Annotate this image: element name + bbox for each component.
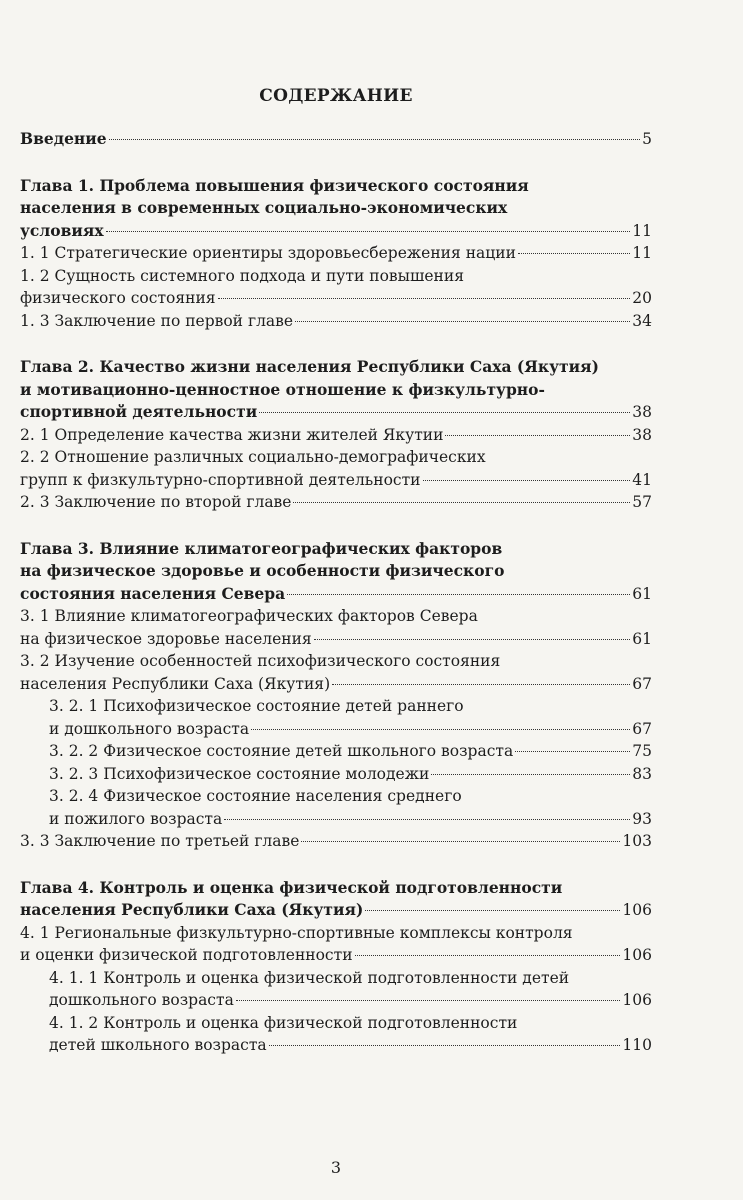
toc-entry-row bbox=[20, 128, 652, 151]
toc-page-ref: 106 bbox=[622, 946, 652, 964]
toc-page-ref: 75 bbox=[632, 742, 652, 760]
toc-dot-leader bbox=[218, 298, 631, 299]
toc-dot-leader bbox=[236, 1000, 621, 1001]
toc-chapter-entry bbox=[20, 175, 652, 243]
toc-page-ref: 57 bbox=[632, 493, 652, 511]
toc-entry-text: 3. 1 Влияние климатогеографических факторов Севера bbox=[20, 607, 478, 625]
toc-chapter-entry bbox=[20, 128, 652, 151]
toc-page-ref: 20 bbox=[632, 289, 652, 307]
toc-entry-text: 4. 1. 1 Контроль и оценка физической подготовленности детей bbox=[49, 968, 570, 987]
toc-entry-text: дошкольного возраста bbox=[49, 991, 234, 1009]
toc-entry-text: физического состояния bbox=[20, 289, 216, 307]
toc-entry-text: 4. 1 Региональные физкультурно-спортивные комплексы контроля bbox=[20, 923, 573, 942]
toc-entry-row bbox=[49, 740, 652, 763]
toc-page-ref: 83 bbox=[632, 764, 652, 783]
toc-entry-text: населения Республики Саха (Якутия) bbox=[20, 674, 331, 693]
toc-title: СОДЕРЖАНИЕ bbox=[259, 86, 413, 106]
toc-entry-row bbox=[20, 944, 652, 967]
toc-entry-row bbox=[20, 424, 652, 447]
toc-chapter-entry bbox=[20, 356, 652, 424]
toc-entry-text: населения Республики Саха (Якутия) bbox=[20, 900, 364, 919]
toc-entry-text: 2. 2 Отношение различных социально-демографических bbox=[20, 448, 486, 466]
toc-entry-text: 3. 2. 4 Физическое состояние населения среднего bbox=[49, 787, 462, 805]
toc-entry-text: 3. 2. 3 Психофизическое состояние молодежи bbox=[49, 764, 430, 783]
toc-entry-text: 1. 1 Стратегические ориентиры здоровьесбережения нации bbox=[20, 244, 516, 262]
toc-page-ref: 110 bbox=[622, 1036, 652, 1054]
toc-dot-leader bbox=[515, 751, 630, 752]
toc-entry-text: и пожилого возраста bbox=[49, 809, 223, 828]
toc-dot-leader bbox=[295, 321, 630, 322]
toc-dot-leader bbox=[445, 435, 630, 436]
toc-entry-row bbox=[20, 287, 652, 310]
toc-page-ref: 103 bbox=[622, 832, 652, 850]
toc-entry-row bbox=[20, 830, 652, 853]
toc-section-entry bbox=[20, 830, 652, 853]
toc-section-entry bbox=[20, 491, 652, 514]
toc-entry-row bbox=[20, 673, 652, 696]
toc-dot-leader bbox=[332, 684, 630, 685]
toc-subsection-entry bbox=[20, 785, 652, 830]
chapter-gap bbox=[20, 853, 652, 877]
toc-page-ref: 106 bbox=[622, 901, 652, 919]
toc-entry-row bbox=[20, 242, 652, 265]
toc-entry-text: 3. 2. 2 Физическое состояние детей школьного возраста bbox=[49, 742, 514, 760]
toc-entry-row bbox=[20, 899, 652, 922]
toc-dot-leader bbox=[423, 480, 631, 481]
toc-entry-text: состояния населения Севера bbox=[20, 583, 286, 603]
toc-dot-leader bbox=[259, 412, 630, 413]
toc-page-ref: 11 bbox=[632, 221, 652, 240]
toc-entry-text: групп к физкультурно-спортивной деятельности bbox=[20, 470, 421, 489]
toc-subsection-entry bbox=[20, 763, 652, 786]
toc-entry-text: детей школьного возраста bbox=[49, 1036, 267, 1054]
page-number: 3 bbox=[330, 1158, 342, 1177]
toc-section-entry bbox=[20, 605, 652, 650]
toc-dot-leader bbox=[365, 910, 620, 911]
toc-subsection-entry bbox=[20, 740, 652, 763]
toc-entry-row bbox=[20, 628, 652, 651]
toc-page-ref: 67 bbox=[632, 674, 652, 693]
toc-page-ref: 106 bbox=[622, 991, 652, 1009]
toc-entry-text: на физическое здоровье населения bbox=[20, 629, 312, 648]
toc-dot-leader bbox=[224, 819, 630, 820]
toc-entry-text: Глава 1. Проблема повышения физического состояния bbox=[20, 175, 529, 195]
toc-entry-row bbox=[20, 583, 652, 606]
toc-page-ref: 11 bbox=[632, 244, 652, 262]
toc-entry-row bbox=[20, 220, 652, 243]
toc-dot-leader bbox=[251, 729, 630, 730]
toc-section-entry bbox=[20, 242, 652, 265]
toc-entry-row bbox=[49, 763, 652, 786]
toc-entry-text: 2. 3 Заключение по второй главе bbox=[20, 493, 292, 511]
toc-dot-leader bbox=[518, 253, 630, 254]
toc-entry-text: населения в современных социально-экономических bbox=[20, 198, 508, 217]
toc-entry-text: 1. 2 Сущность системного подхода и пути повышения bbox=[20, 266, 464, 285]
toc-entry-text: 3. 3 Заключение по третьей главе bbox=[20, 832, 300, 850]
toc-page-ref: 5 bbox=[642, 130, 652, 148]
toc-entry-text: и оценки физической подготовленности bbox=[20, 946, 353, 964]
toc-section-entry bbox=[20, 265, 652, 310]
toc-chapter-entry bbox=[20, 538, 652, 606]
toc-dot-leader bbox=[269, 1045, 621, 1046]
toc-entry-row bbox=[20, 401, 652, 424]
toc-chapter-entry bbox=[20, 877, 652, 922]
toc-entry-text: 3. 2 Изучение особенностей психофизического состояния bbox=[20, 652, 501, 670]
toc-entry-text: на физическое здоровье и особенности физического bbox=[20, 561, 505, 580]
toc-section-entry bbox=[20, 446, 652, 491]
toc-entry-text: Глава 3. Влияние климатогеографических факторов bbox=[20, 538, 503, 558]
toc-entry-row bbox=[20, 310, 652, 333]
toc-entry-text: спортивной деятельности bbox=[20, 402, 258, 421]
toc-entry-text: 4. 1. 2 Контроль и оценка физической подготовленности bbox=[49, 1013, 518, 1032]
toc-entry-text: 2. 1 Определение качества жизни жителей Якутии bbox=[20, 425, 444, 444]
toc-entry-text: Глава 4. Контроль и оценка физической подготовленности bbox=[20, 877, 563, 897]
toc-page-ref: 38 bbox=[632, 403, 652, 421]
toc-section-entry bbox=[20, 424, 652, 447]
toc-entry-row bbox=[49, 1034, 652, 1057]
toc-entry-row bbox=[49, 718, 652, 741]
toc-dot-leader bbox=[287, 594, 630, 595]
toc-dot-leader bbox=[431, 774, 630, 775]
toc-entry-row bbox=[49, 989, 652, 1012]
toc-section-entry bbox=[20, 650, 652, 695]
toc-section-entry bbox=[20, 922, 652, 967]
toc-entry-row bbox=[20, 469, 652, 492]
toc-entry-text: Введение bbox=[20, 129, 107, 148]
toc-subsection-entry bbox=[20, 1012, 652, 1057]
toc-page-ref: 38 bbox=[632, 425, 652, 444]
toc-entry-text: и дошкольного возраста bbox=[49, 719, 250, 738]
toc-entry-text: и мотивационно-ценностное отношение к физкультурно- bbox=[20, 379, 545, 399]
toc-dot-leader bbox=[109, 139, 640, 140]
toc-entry-row bbox=[20, 491, 652, 514]
toc-page-ref: 61 bbox=[632, 629, 652, 648]
toc-page-ref: 93 bbox=[632, 809, 652, 828]
toc-page-ref: 41 bbox=[632, 470, 652, 489]
toc-subsection-entry bbox=[20, 695, 652, 740]
chapter-gap bbox=[20, 514, 652, 538]
toc-page-ref: 61 bbox=[632, 584, 652, 603]
toc-entry-text: 3. 2. 1 Психофизическое состояние детей раннего bbox=[49, 697, 464, 715]
toc-page-ref: 67 bbox=[632, 719, 652, 738]
toc-dot-leader bbox=[314, 639, 631, 640]
chapter-gap bbox=[20, 151, 652, 175]
toc-entry-text: Глава 2. Качество жизни населения Республики Саха (Якутия) bbox=[20, 357, 599, 376]
toc-list bbox=[20, 128, 652, 1057]
toc-entry-text: условиях bbox=[20, 220, 104, 240]
toc-page bbox=[20, 0, 652, 1200]
toc-dot-leader bbox=[301, 841, 620, 842]
toc-page-ref: 34 bbox=[632, 311, 652, 330]
toc-entry-row bbox=[49, 808, 652, 831]
toc-section-entry bbox=[20, 310, 652, 333]
toc-entry-text: 1. 3 Заключение по первой главе bbox=[20, 311, 294, 330]
toc-dot-leader bbox=[355, 955, 621, 956]
toc-dot-leader bbox=[293, 502, 630, 503]
chapter-gap bbox=[20, 332, 652, 356]
toc-dot-leader bbox=[106, 231, 631, 232]
toc-subsection-entry bbox=[20, 967, 652, 1012]
